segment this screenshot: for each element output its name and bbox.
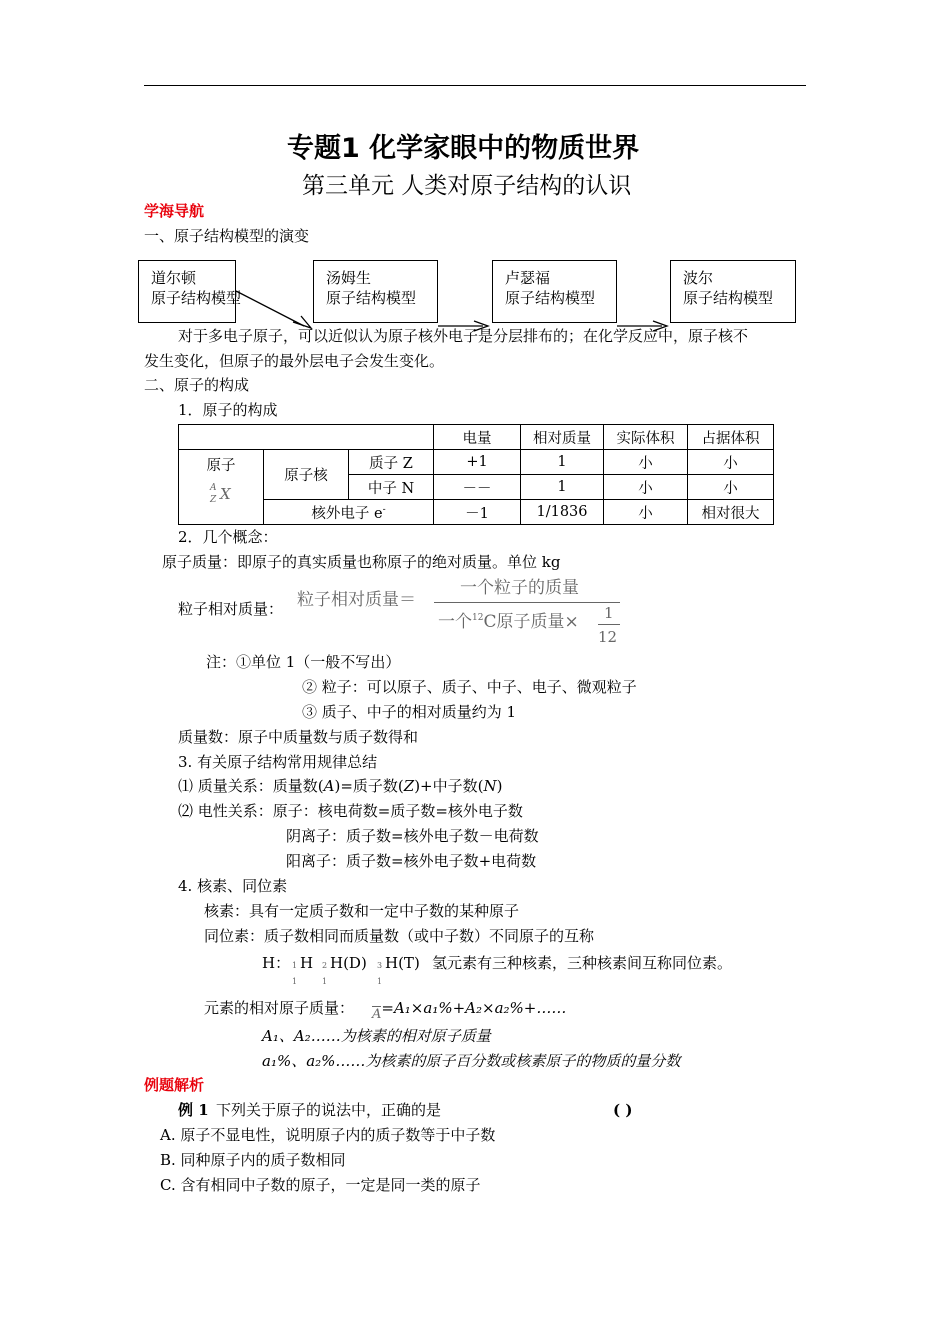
rule-text: ) [496,777,503,795]
atom-mass-text: 原子质量：即原子的真实质量也称原子的绝对质量。单位 kg [162,553,561,571]
page-title: 专题1 化学家眼中的物质世界 [287,133,640,164]
rule-cation: 阳离子：质子数=核外电子数+电荷数 [286,852,537,870]
atom-structure-table [178,424,774,525]
nucleus-cell: 原子核 [264,450,349,500]
formula-lhs: 粒子相对质量＝ [297,590,416,610]
model-label: 原子结构模型 [151,289,242,307]
rule-charge: ⑵ 电性关系：原子：核电荷数=质子数=核外电子数 [178,802,523,820]
table-cell: 小 [604,475,688,500]
explain-line: A₁、A₂……为核素的相对原子质量 [262,1027,491,1045]
fraction-numerator: 1 [604,604,614,622]
part1-heading: 一、原子结构模型的演变 [144,227,310,245]
formula-denominator [438,614,579,631]
table-cell: －1 [434,500,521,525]
example-question: 下列关于原子的说法中，正确的是 [216,1101,442,1119]
atom-cell [179,450,264,525]
table-cell: －－ [434,475,521,500]
avg-mass-label: 元素的相对原子质量： [204,999,355,1017]
table-header-row [179,425,774,450]
fraction-denominator: 12 [598,628,618,646]
isotope-symbol: H(T) [385,954,420,972]
table-row [179,450,774,475]
model-label: 原子结构模型 [683,289,774,307]
rule-var-N: N [483,777,497,795]
hydrogen-text: 氢元素有三种核素，三种核素间互称同位素。 [432,954,733,972]
denominator-middle: C原子质量× [483,612,579,632]
isotope-symbol: H(D) [330,954,367,972]
model-name: 卢瑟福 [505,269,551,287]
model-name: 汤姆生 [326,269,372,287]
answer-bracket: ( ) [613,1101,633,1119]
isotope-mass: 1 [292,961,298,970]
model-label: 原子结构模型 [326,289,417,307]
small-fraction-bar [598,624,620,625]
isotope-atomic: 1 [292,977,298,986]
isotope-symbol: H [300,954,314,972]
nuclide-definition: 核素：具有一定质子数和一定中子数的某种原子 [204,902,520,920]
table-header: 实际体积 [604,425,688,450]
table-cell: 1 [521,450,604,475]
page-subtitle: 第三单元 人类对原子结构的认识 [302,173,632,199]
rule-mass [178,779,502,794]
table-cell: 小 [604,500,688,525]
subheading: 3. 有关原子结构常用规律总结 [178,753,378,771]
note-line: 注：①单位 1（一般不写出） [206,653,401,671]
rule-text: )+中子数( [414,777,484,795]
isotope-atomic: 1 [377,977,383,986]
A-bar: A [372,1007,382,1022]
rule-var-A: A [323,777,335,795]
table-cell: 相对很大 [688,500,774,525]
electron-sup: - [382,504,386,515]
isotope-D [322,956,372,988]
paragraph-line: 发生变化，但原子的最外层电子会发生变化。 [144,352,445,370]
formula-numerator: 一个粒子的质量 [460,578,579,598]
model-name: 波尔 [683,269,714,287]
section-nav-heading: 学海导航 [144,202,205,220]
atom-atomic-number: Z [210,495,217,505]
option-a: A. 原子不显电性，说明原子内的质子数等于中子数 [160,1126,496,1144]
arrow-line [236,291,304,326]
table-row [179,500,774,525]
table-cell: 小 [688,450,774,475]
avg-formula-text: =A₁×a₁%+A₂×a₂%+…… [381,999,567,1017]
isotope-mass: 3 [377,961,383,970]
subheading: 1．原子的构成 [178,401,278,419]
subheading: 2．几个概念： [178,528,278,546]
model-name: 道尔顿 [151,269,197,287]
table-cell: 1/1836 [521,500,604,525]
table-corner [179,425,434,450]
example-label: 例 1 [178,1101,209,1119]
mass-number-text: 质量数：原子中质量数与质子数得和 [178,728,419,746]
explain-line: a₁%、a₂%……为核素的原子百分数或核素原子的物质的量分数 [262,1052,681,1070]
table-header: 电量 [434,425,521,450]
relative-mass-label: 粒子相对质量： [178,600,284,618]
table-header: 相对质量 [521,425,604,450]
rule-var-Z: Z [403,777,415,795]
table-cell: 质子 Z [349,450,434,475]
table-cell: 小 [604,450,688,475]
table-cell: 小 [688,475,774,500]
option-c: C. 含有相同中子数的原子，一定是同一类的原子 [160,1176,481,1194]
isotope-H [292,956,322,988]
table-cell: +1 [434,450,521,475]
option-b: B. 同种原子内的质子数相同 [160,1151,346,1169]
atom-label: 原子 [206,458,236,474]
isotope-T [377,956,427,988]
note-line: ② 粒子：可以原子、质子、中子、电子、微观粒子 [302,678,637,696]
denominator-prefix: 一个 [438,612,472,632]
paragraph-line: 对于多电子原子，可以近似认为原子核外电子是分层排布的；在化学反应中，原子核不 [178,327,749,345]
table-cell [264,500,434,525]
table-header: 占据体积 [688,425,774,450]
rule-anion: 阴离子：质子数=核外电子数－电荷数 [286,827,539,845]
subheading: 4. 核素、同位素 [178,877,288,895]
isotope-atomic: 1 [322,977,328,986]
rule-text: )=质子数( [334,777,404,795]
atom-symbol: X [220,485,231,503]
electron-label: 核外电子 e [311,505,383,522]
rule-text: ⑴ 质量关系：质量数( [178,777,324,795]
note-line: ③ 质子、中子的相对质量约为 1 [302,703,517,721]
table-cell: 1 [521,475,604,500]
hydrogen-prefix: H： [262,954,291,972]
part2-heading: 二、原子的构成 [144,376,250,394]
formula-fraction-bar [434,602,620,603]
isotope-definition: 同位素：质子数相同而质量数（或中子数）不同原子的互称 [204,927,595,945]
avg-mass-formula [372,999,567,1022]
examples-heading: 例题解析 [144,1076,205,1094]
atom-mass-number: A [210,483,217,493]
model-label: 原子结构模型 [505,289,596,307]
denominator-sup: 12 [472,613,484,623]
atom-notation [201,485,241,515]
isotope-mass: 2 [322,961,328,970]
table-cell: 中子 N [349,475,434,500]
